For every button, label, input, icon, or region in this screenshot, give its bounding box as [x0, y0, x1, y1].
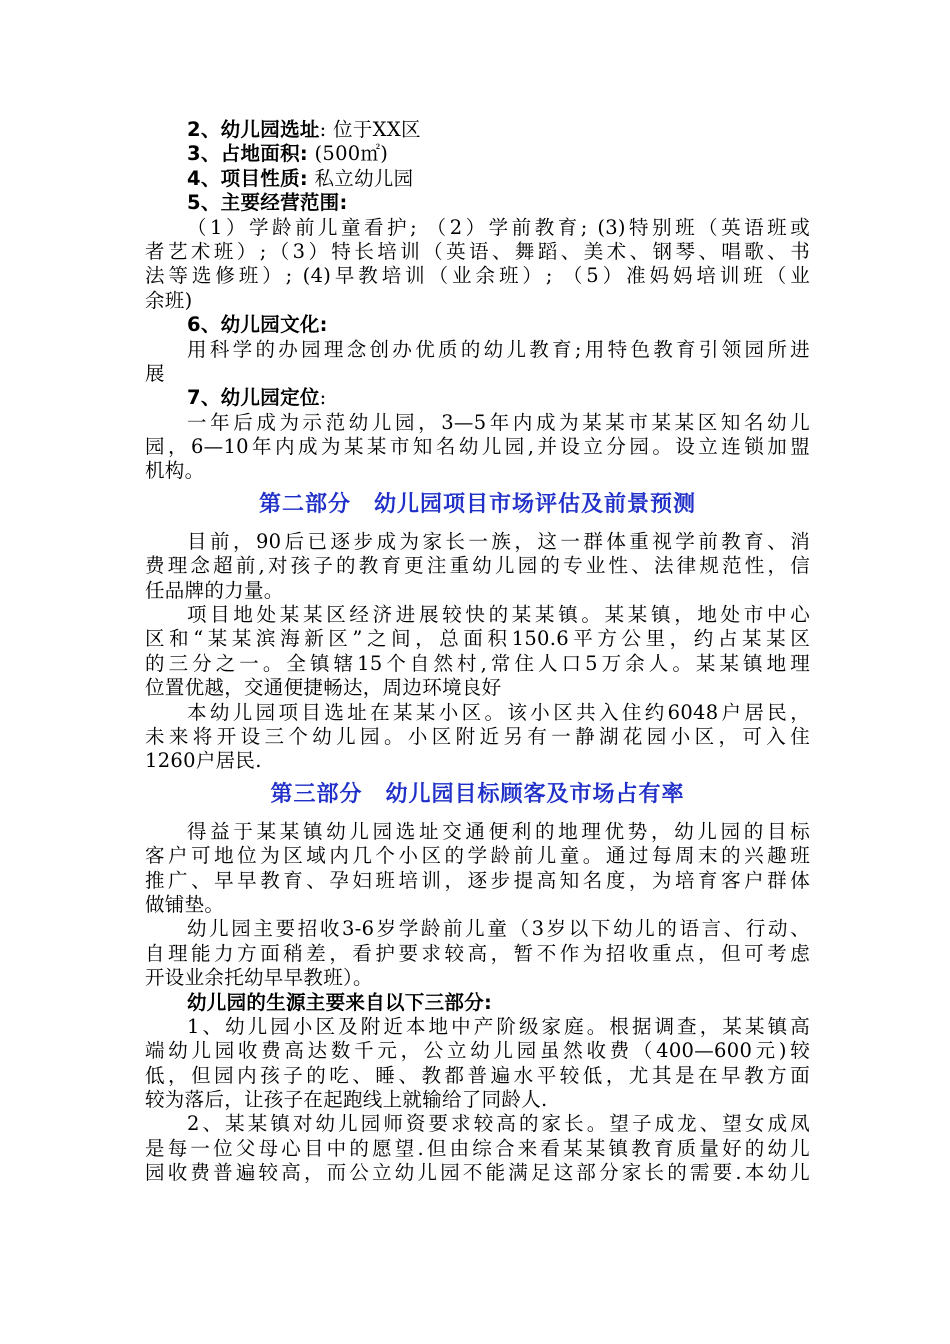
scope-line: 者艺术班）;（3）特长培训（英语、舞蹈、美术、钢琴、唱歌、书: [145, 239, 810, 263]
item-site-value: : 位于XX区: [319, 118, 421, 141]
part3-line: 幼儿园主要招收3-6岁学龄前儿童（3岁以下幼儿的语言、行动、: [187, 917, 810, 941]
item-nature-value: 私立幼儿园: [307, 166, 414, 190]
part3-line: 自理能力方面稍差，看护要求较高，暂不作为招收重点，但可考虑: [145, 941, 810, 965]
item-area: [145, 142, 810, 166]
part3-line: 开设业余托幼早早教班）。: [145, 966, 373, 990]
scope-line: 余班): [145, 288, 193, 312]
item-culture-label: 6、幼儿园文化:: [187, 313, 328, 337]
item-area-label: 3、占地面积:: [187, 142, 308, 166]
position-line: 机构。: [145, 459, 205, 483]
part3-line: 做铺垫。: [145, 892, 225, 916]
position-line: 园，6—10年内成为某某市知名幼儿园,并设立分园。设立连锁加盟: [145, 435, 810, 459]
position-line: 一年后成为示范幼儿园，3—5年内成为某某市某某区知名幼儿: [187, 410, 810, 434]
item-position-label: 7、幼儿园定位: [187, 386, 320, 410]
part2-line: 区和“某某滨海新区”之间，总面积150.6平方公里，约占某某区: [145, 627, 810, 651]
section-heading-part3: 第三部分 幼儿园目标顾客及市场占有率: [270, 781, 685, 807]
item-nature-label: 4、项目性质:: [187, 166, 308, 190]
part3-line: 2、某某镇对幼儿园师资要求较高的家长。望子成龙、望女成凤: [187, 1112, 810, 1136]
part3-line: 1、幼儿园小区及附近本地中产阶级家庭。根据调查，某某镇高: [187, 1014, 810, 1038]
item-position: [145, 386, 810, 410]
part2-line: 1260户居民.: [145, 749, 262, 773]
part2-line: 项目地处某某区经济进展较快的某某镇。某某镇，地处市中心: [187, 603, 810, 627]
part3-line: 低，但园内孩子的吃、睡、教都普遍水平较低，尤其是在早教方面: [145, 1063, 810, 1087]
sources-label: 幼儿园的生源主要来自以下三部分:: [187, 990, 493, 1014]
scope-line: （1）学龄前儿童看护; （2）学前教育; (3)特别班（英语班或: [187, 215, 810, 239]
part3-line: 较为落后，让孩子在起跑线上就输给了同龄人.: [145, 1088, 548, 1112]
item-area-value: (500㎡): [307, 142, 389, 166]
document-body: [145, 118, 810, 1186]
item-site-label: 2、幼儿园选址: [187, 118, 320, 141]
part2-line: 费理念超前,对孩子的教育更注重幼儿园的专业性、法律规范性，信: [145, 554, 810, 578]
culture-line: 展: [145, 361, 165, 385]
part3-line: 客户可地位为区域内几个小区的学龄前儿童。通过每周末的兴趣班: [145, 844, 810, 868]
culture-line: 用科学的办园理念创办优质的幼儿教育;用特色教育引领园所进: [187, 337, 810, 361]
part2-line: 目前，90后已逐步成为家长一族，这一群体重视学前教育、消: [187, 529, 810, 553]
section-heading-part2: 第二部分 幼儿园项目市场评估及前景预测: [258, 491, 696, 517]
part2-line: 未来将开设三个幼儿园。小区附近另有一静湖花园小区，可入住: [145, 724, 810, 748]
sources-heading: [145, 991, 810, 1015]
item-site: [145, 118, 810, 142]
part3-line: 是每一位父母心目中的愿望.但由综合来看某某镇教育质量好的幼儿: [145, 1136, 810, 1160]
part2-line: 的三分之一。全镇辖15个自然村,常住人口5万余人。某某镇地理: [145, 651, 810, 675]
scope-line: 法等选修班）; (4)早教培训（业余班）; （5）准妈妈培训班（业: [145, 264, 810, 288]
part2-line: 位置优越，交通便捷畅达，周边环境良好: [145, 676, 502, 700]
item-culture: [145, 313, 810, 337]
item-nature: [145, 167, 810, 191]
item-position-colon: :: [319, 386, 327, 410]
part3-line: 推广、早早教育、孕妇班培训，逐步提高知名度，为培育客户群体: [145, 868, 810, 892]
part2-line: 任品牌的力量。: [145, 578, 284, 602]
part3-line: 园收费普遍较高，而公立幼儿园不能满足这部分家长的需要.本幼儿: [145, 1161, 810, 1185]
part3-line: 得益于某某镇幼儿园选址交通便利的地理优势，幼儿园的目标: [187, 819, 810, 843]
part2-line: 本幼儿园项目选址在某某小区。该小区共入住约6048户居民，: [187, 700, 810, 724]
part3-line: 端幼儿园收费高达数千元，公立幼儿园虽然收费（400—600元)较: [145, 1039, 810, 1063]
item-scope-label: 5、主要经营范围:: [187, 191, 348, 215]
item-scope: [145, 191, 810, 215]
